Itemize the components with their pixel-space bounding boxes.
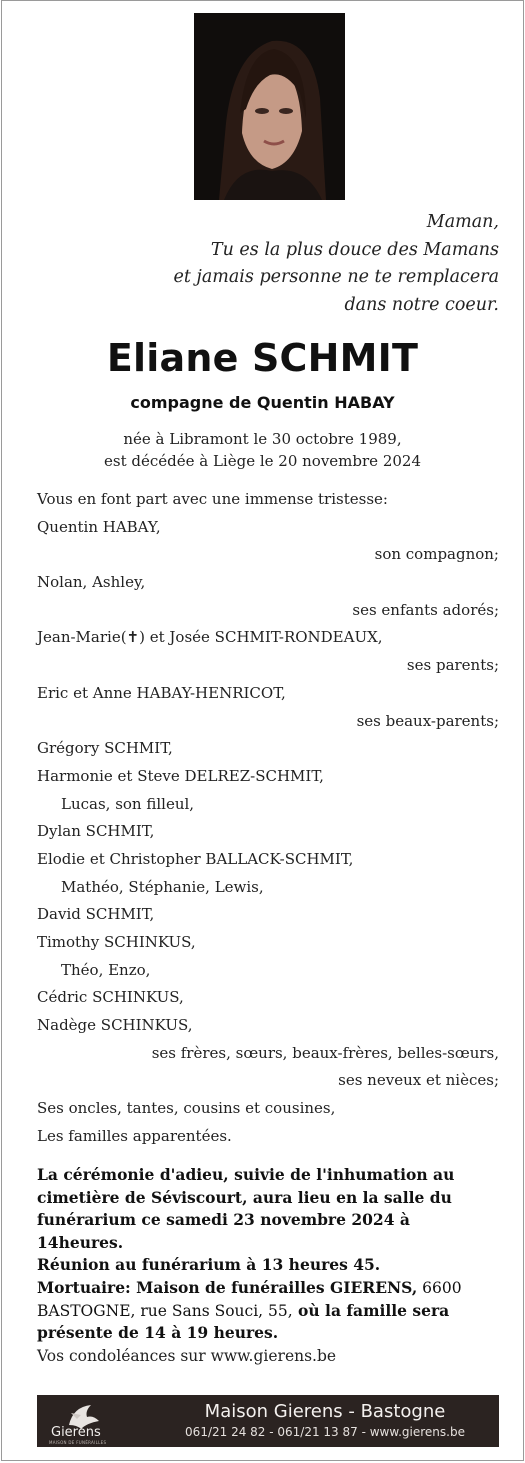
poem-line: et jamais personne ne te remplacera xyxy=(173,267,499,287)
obituary-page xyxy=(1,0,524,1461)
family-relation: ses frères, sœurs, beaux-frères, belles-sœurs, xyxy=(151,1043,499,1062)
family-relation: ses beaux-parents; xyxy=(356,711,499,730)
death-line: est décédée à Liège le 20 novembre 2024 xyxy=(104,452,421,470)
family-line: Dylan SCHMIT, xyxy=(37,822,155,841)
family-line: Les familles apparentées. xyxy=(37,1126,232,1145)
family-line: Nadège SCHINKUS, xyxy=(37,1016,193,1035)
family-subline: Théo, Enzo, xyxy=(61,960,151,979)
logo-wordmark: Gierens xyxy=(51,1425,101,1440)
family-relation: ses enfants adorés; xyxy=(352,600,499,619)
family-relation: son compagnon; xyxy=(374,545,499,564)
poem-line: dans notre coeur. xyxy=(344,294,499,315)
deceased-name: Eliane SCHMIT xyxy=(106,336,419,380)
family-line: David SCHMIT, xyxy=(37,905,155,924)
family-relation: ses parents; xyxy=(406,656,499,675)
family-line: Timothy SCHINKUS, xyxy=(37,933,196,951)
logo-subtitle: MAISON DE FUNÉRAILLES xyxy=(49,1440,107,1445)
family-line: Eric et Anne HABAY-HENRICOT, xyxy=(37,683,286,702)
family-line: Grégory SCHMIT, xyxy=(37,739,173,758)
mortuary-text: Mortuaire: Maison de funérailles GIERENS, 6600 BASTOGNE, rue Sans Souci, 55, où la famille sera présente de 14 à 19 heures. xyxy=(37,1277,462,1343)
birth-line: née à Libramont le 30 octobre 1989, xyxy=(123,430,402,448)
family-subline: Mathéo, Stéphanie, Lewis, xyxy=(61,877,264,896)
ceremony-info xyxy=(37,1164,499,1367)
poem-line: Tu es la plus douce des Mamans xyxy=(210,239,499,260)
portrait-photo xyxy=(194,13,345,200)
gathering-text: Réunion au funérarium à 13 heures 45. xyxy=(37,1255,381,1275)
birth-death-info xyxy=(2,428,523,472)
family-list xyxy=(37,486,499,1151)
ceremony-text: La cérémonie d'adieu, suivie de l'inhumation au cimetière de Séviscourt, aura lieu en la salle du funérarium ce samedi 23 novembre 2024 à 14heures. xyxy=(37,1165,455,1252)
partner-line: compagne de Quentin HABAY xyxy=(130,393,395,412)
family-line: Quentin HABAY, xyxy=(37,517,161,536)
condolences-text: Vos condoléances sur www.gierens.be xyxy=(37,1346,337,1365)
family-line: Cédric SCHINKUS, xyxy=(37,988,184,1007)
family-line: Harmonie et Steve DELREZ-SCHMIT, xyxy=(37,766,324,785)
family-line: Elodie et Christopher BALLACK-SCHMIT, xyxy=(37,849,354,868)
family-line: Ses oncles, tantes, cousins et cousines, xyxy=(37,1099,336,1118)
family-line: Nolan, Ashley, xyxy=(37,573,146,592)
family-intro: Vous en font part avec une immense tristesse: xyxy=(37,490,388,508)
family-relation: ses neveux et nièces; xyxy=(338,1071,499,1090)
funeral-home-banner xyxy=(37,1395,499,1447)
family-line: Jean-Marie(✝) et Josée SCHMIT-RONDEAUX, xyxy=(37,628,383,647)
poem-line: Maman, xyxy=(426,212,499,232)
banner-title: Maison Gierens - Bastogne xyxy=(204,1401,446,1422)
banner-contacts: 061/21 24 82 - 061/21 13 87 - www.gierens.be xyxy=(185,1425,465,1439)
poem xyxy=(173,209,499,319)
family-subline: Lucas, son filleul, xyxy=(61,794,195,813)
